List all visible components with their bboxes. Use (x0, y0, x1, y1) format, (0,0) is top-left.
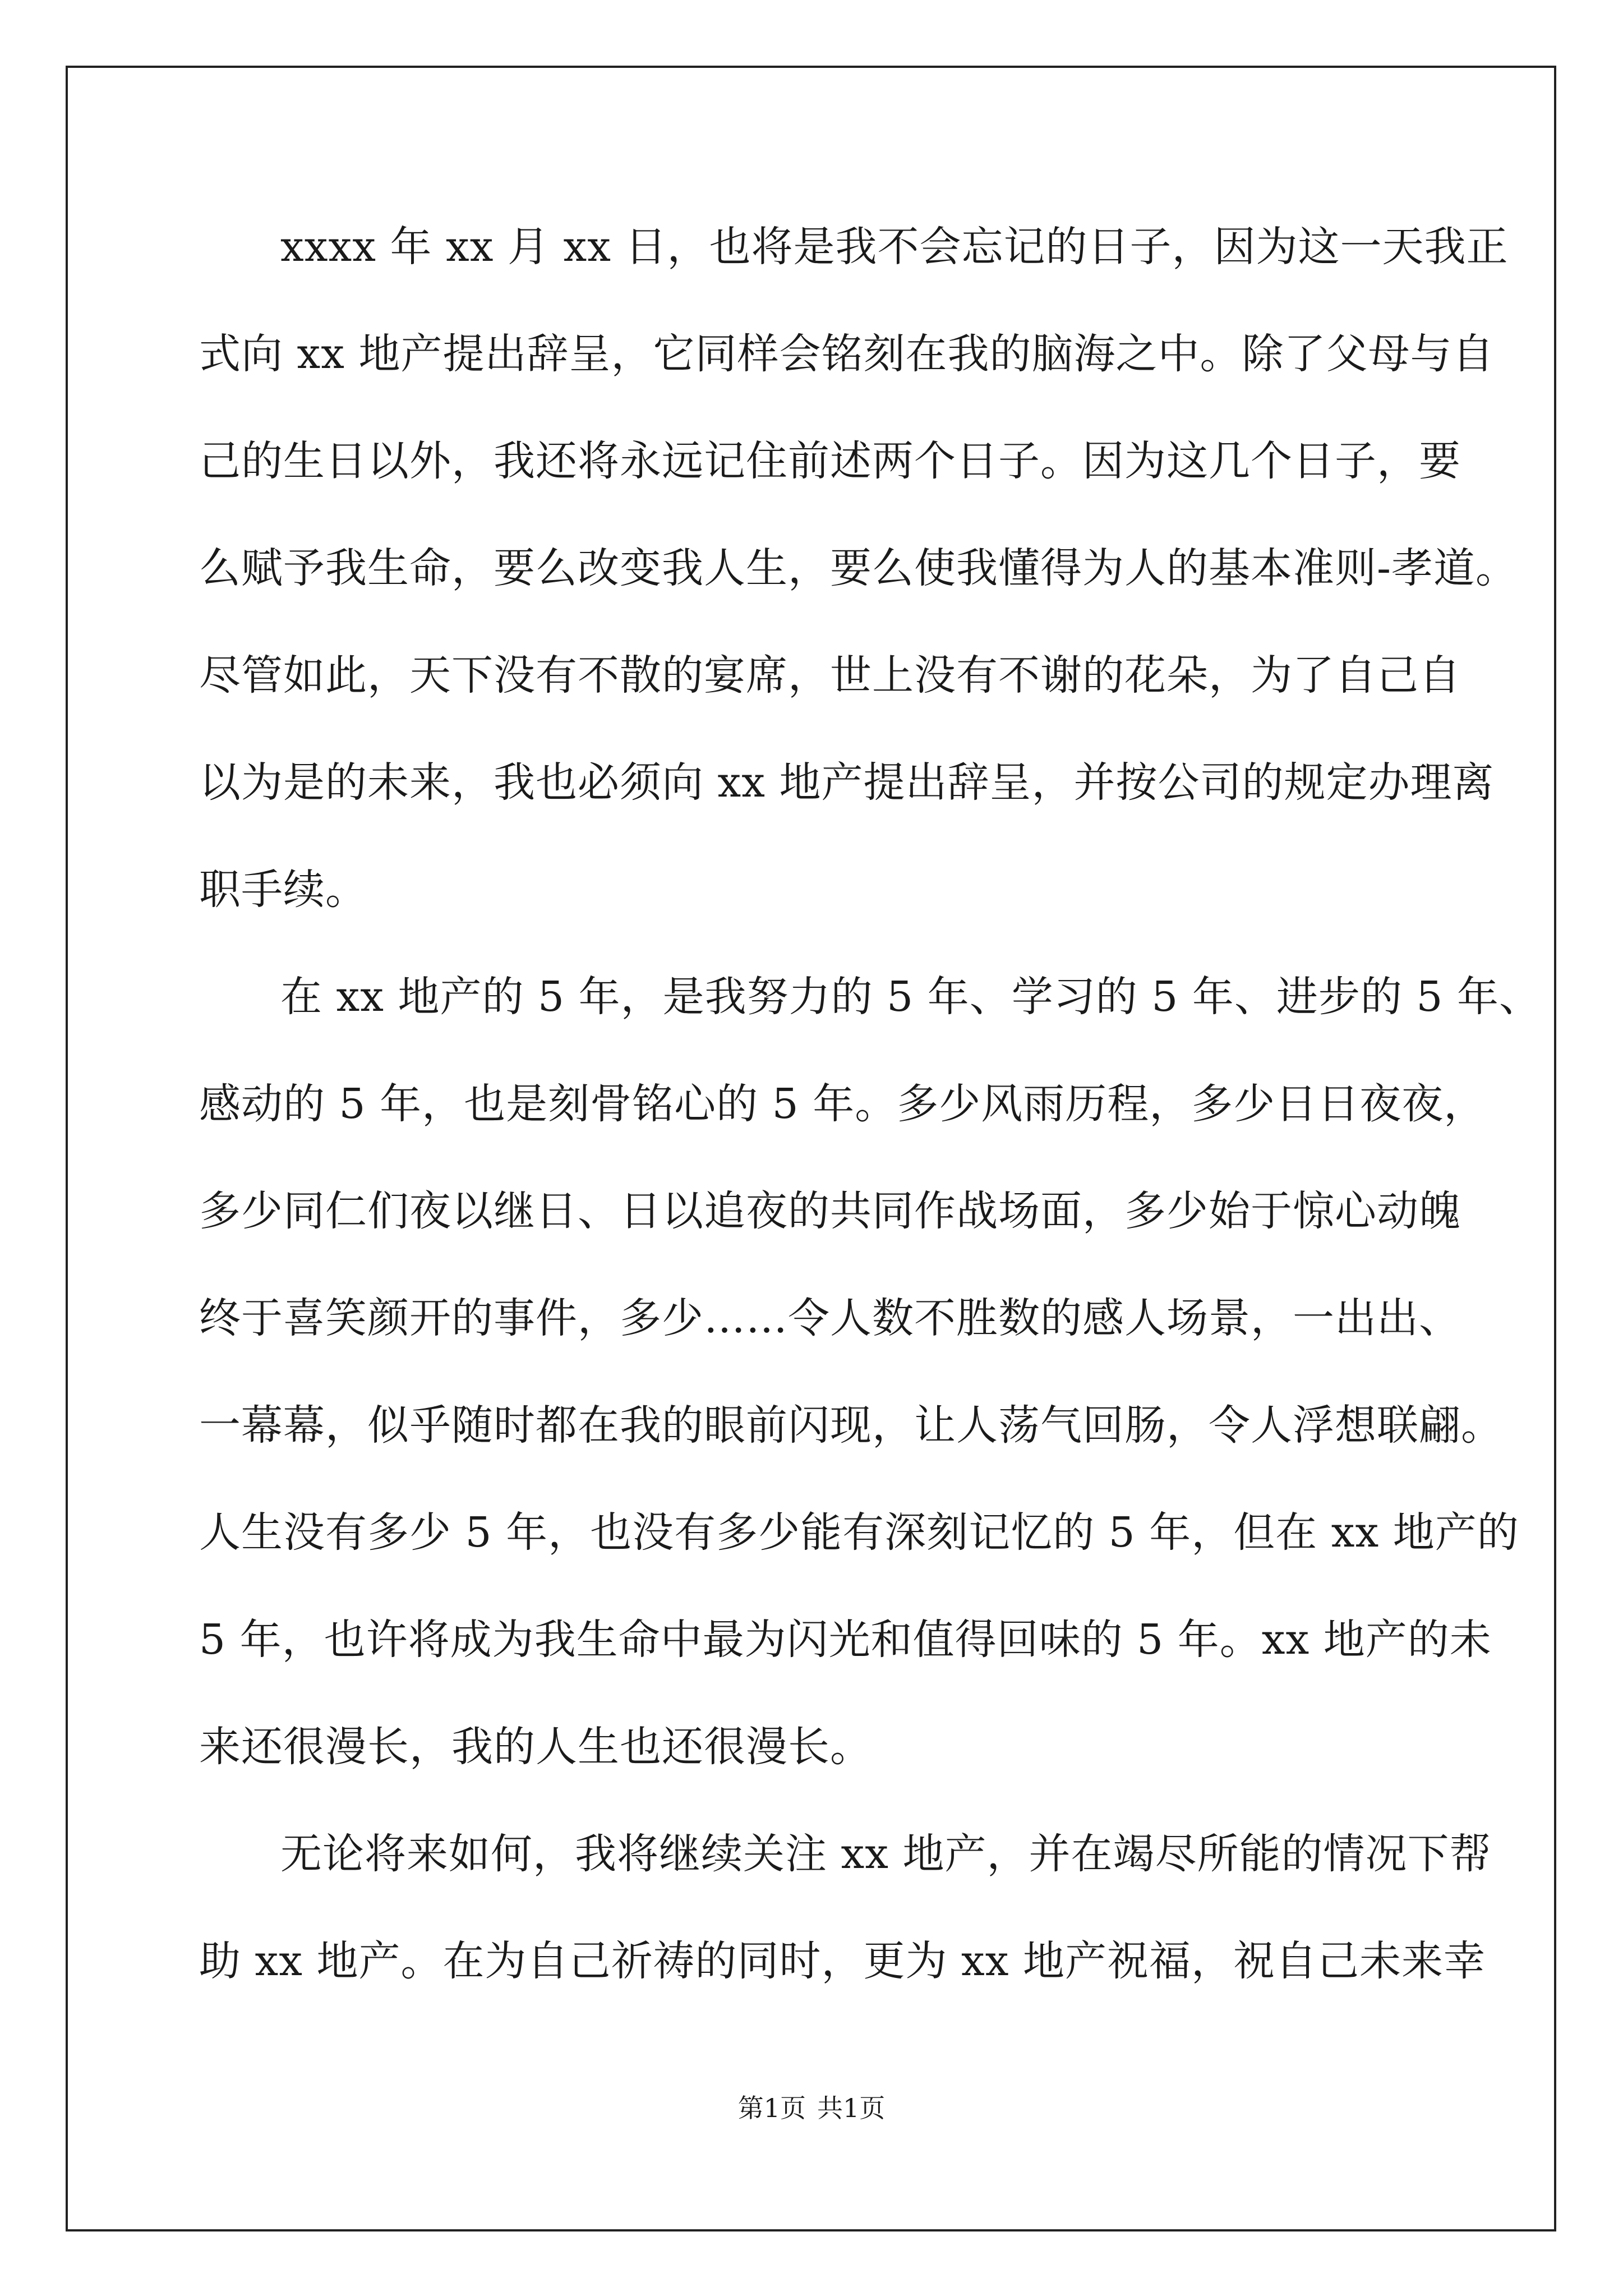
paragraph-1-line-5: 尽管如此，天下没有不散的宴席，世上没有不谢的花朵，为了自己自 (199, 651, 1461, 700)
page-footer (0, 2091, 1623, 2125)
paragraph-1-line-3: 己的生日以外，我还将永远记住前述两个日子。因为这几个日子，要 (199, 437, 1461, 485)
paragraph-2-line-1: 在 xx 地产的 5 年，是我努力的 5 年、学习的 5 年、进步的 5 年、 (280, 973, 1542, 1021)
paragraph-1-line-2: 式向 xx 地产提出辞呈，它同样会铭刻在我的脑海之中。除了父母与自 (199, 330, 1495, 378)
paragraph-2-line-3: 多少同仁们夜以继日、日以追夜的共同作战场面，多少始于惊心动魄 (199, 1187, 1461, 1235)
page-number-current: 第1页 (737, 2093, 806, 2123)
page-border (66, 66, 1556, 2231)
paragraph-2-line-6: 人生没有多少 5 年，也没有多少能有深刻记忆的 5 年，但在 xx 地产的 (199, 1508, 1519, 1557)
paragraph-2-line-8: 来还很漫长，我的人生也还很漫长。 (199, 1723, 872, 1771)
paragraph-1-line-1: xxxx 年 xx 月 xx 日，也将是我不会忘记的日子，因为这一天我正 (280, 223, 1509, 271)
paragraph-2-line-2: 感动的 5 年，也是刻骨铭心的 5 年。多少风雨历程，多少日日夜夜， (199, 1080, 1486, 1128)
paragraph-2-line-4: 终于喜笑颜开的事件，多少……令人数不胜数的感人场景，一出出、 (199, 1294, 1461, 1342)
paragraph-1-line-7: 职手续。 (199, 866, 367, 914)
paragraph-2-line-5: 一幕幕，似乎随时都在我的眼前闪现，让人荡气回肠，令人浮想联翩。 (199, 1401, 1503, 1450)
paragraph-1-line-4: 么赋予我生命，要么改变我人生，要么使我懂得为人的基本准则-孝道。 (199, 544, 1518, 592)
paragraph-3-line-2: 助 xx 地产。在为自己祈祷的同时，更为 xx 地产祝福，祝自己未来幸 (199, 1937, 1486, 1985)
paragraph-1-line-6: 以为是的未来，我也必须向 xx 地产提出辞呈，并按公司的规定办理离 (199, 758, 1495, 807)
page-number-total: 共1页 (817, 2093, 886, 2123)
paragraph-2-line-7: 5 年，也许将成为我生命中最为闪光和值得回味的 5 年。xx 地产的未 (199, 1616, 1492, 1664)
paragraph-3-line-1: 无论将来如何，我将继续关注 xx 地产，并在竭尽所能的情况下帮 (280, 1830, 1492, 1878)
